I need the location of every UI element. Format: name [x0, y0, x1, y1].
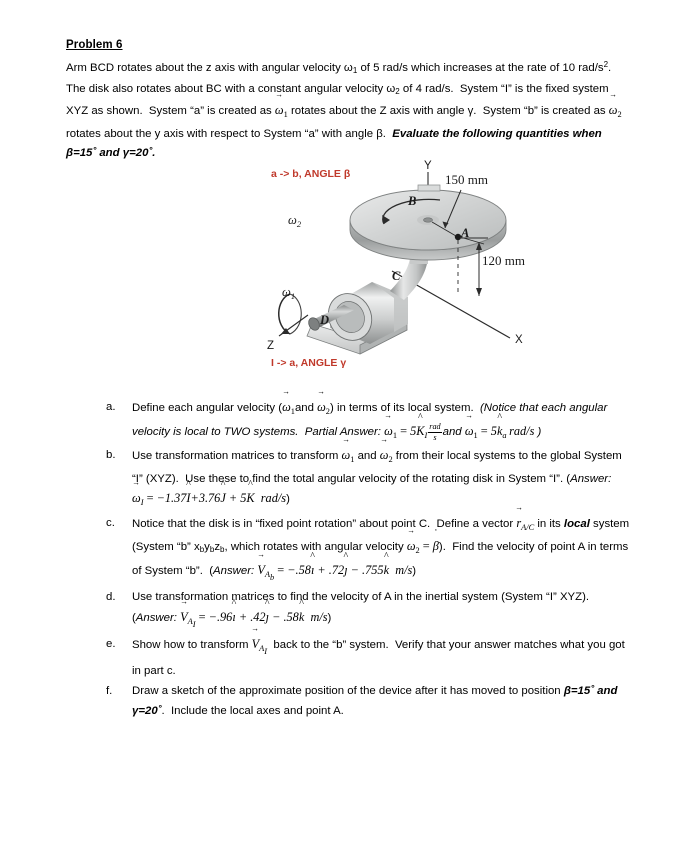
point-label-b: B [408, 194, 417, 208]
omega2-label: $\omega_2$ [288, 213, 302, 229]
point-label-d: D [320, 313, 330, 327]
rotating-disk [350, 185, 506, 260]
dimension-offset: 120 mm [482, 253, 525, 268]
problem-statement: Arm BCD rotates about the z axis with angular velocity $\omega_1$ of 5 rad/s which increases at the rate of 10 rad/$s^2$. The disk also rotates about BC with a constant angular velocity $\omega_2$ of 4 rad/s. System “I” is the fixed system XYZ as shown. System “a” is created as $\omega \to_1$ rotates about the Z axis with angle γ. System “b” is created as $\omega \to_2$ rotates about the y axis with respect to System “a” with angle β. Evaluate the following quantities when β=15˚ and γ=20˚. [66, 55, 632, 163]
axis-label-x: X [515, 334, 523, 346]
diagram-svg [232, 158, 572, 384]
question-item-c: c. Notice that the disk is in “fixed point rotation” about point C. Define a vector $r \to_{A/C}$ in its local system (System “b” $x_by_bz_b$, which rotates with angular velocity $\omega \to_2 = \beta$ ˙). Find the velocity of point A in terms of System “b”. (Answer: $V \to_{Ab}$ = −.58ı ^ + .72ȷ ^ − .755k ^ m/s) [106, 514, 634, 588]
page-title: Problem 6 [66, 39, 123, 51]
question-item-a: a. Define each angular velocity ($\omega \to_1and$ $\omega \to_2$) in terms of its local system. (Notice that each angular velocity is local to TWO systems. Partial Answer: $\omega \to_1 = 5K$ $\^{}_I$ $\frac{\text{rad}}{s}$ and $\omega \to_1 = 5k$ $\^{}_a$ rad/s ) [106, 398, 634, 445]
axis-label-z: Z [267, 340, 275, 352]
question-list [106, 398, 634, 722]
question-item-f: f. Draw a sketch of the approximate position of the device after it has moved to position β=15˚ and γ=20˚. Include the local axes and point A. [106, 682, 634, 721]
mechanism-diagram [232, 158, 572, 384]
question-marker-a: a. [106, 401, 116, 413]
question-item-d: d. Use transformation matrices to find the velocity of A in the inertial system (System “I” XYZ). (Answer: $V \to_{AI}$ = −.96ı ^ + .42ȷ ^ − .58k ^ m/s) [106, 588, 634, 634]
dimension-radius: 150 mm [445, 172, 488, 187]
axis-label-y: Y [424, 160, 432, 172]
omega1-label: $\omega_1$ [282, 285, 296, 301]
point-label-c: C [392, 269, 401, 283]
point-label-a: A [461, 226, 470, 240]
question-item-b: b. Use transformation matrices to transform $\omega \to_1$ and $\omega \to_2$ from their local systems to the global System “I” (XYZ). Use these to find the total angular velocity of the rotating disk in System “I”. (Answer: $\omega \to_I = -1.37I$ ^+3.76J ^ + 5K ^ rad/s) [106, 446, 634, 513]
question-marker-e: e. [106, 638, 116, 650]
question-marker-c: c. [106, 516, 115, 529]
question-marker-b: b. [106, 449, 116, 461]
question-item-e: e. Show how to transform $V \to_{AI}$ back to the “b” system. Verify that your answer matches what you got in part c. [106, 635, 634, 681]
question-marker-d: d. [106, 591, 116, 603]
annotation-i-to-a: I -> a, ANGLE γ [271, 357, 347, 369]
annotation-a-to-b: a -> b, ANGLE β [271, 168, 351, 180]
question-marker-f: f. [106, 685, 113, 697]
